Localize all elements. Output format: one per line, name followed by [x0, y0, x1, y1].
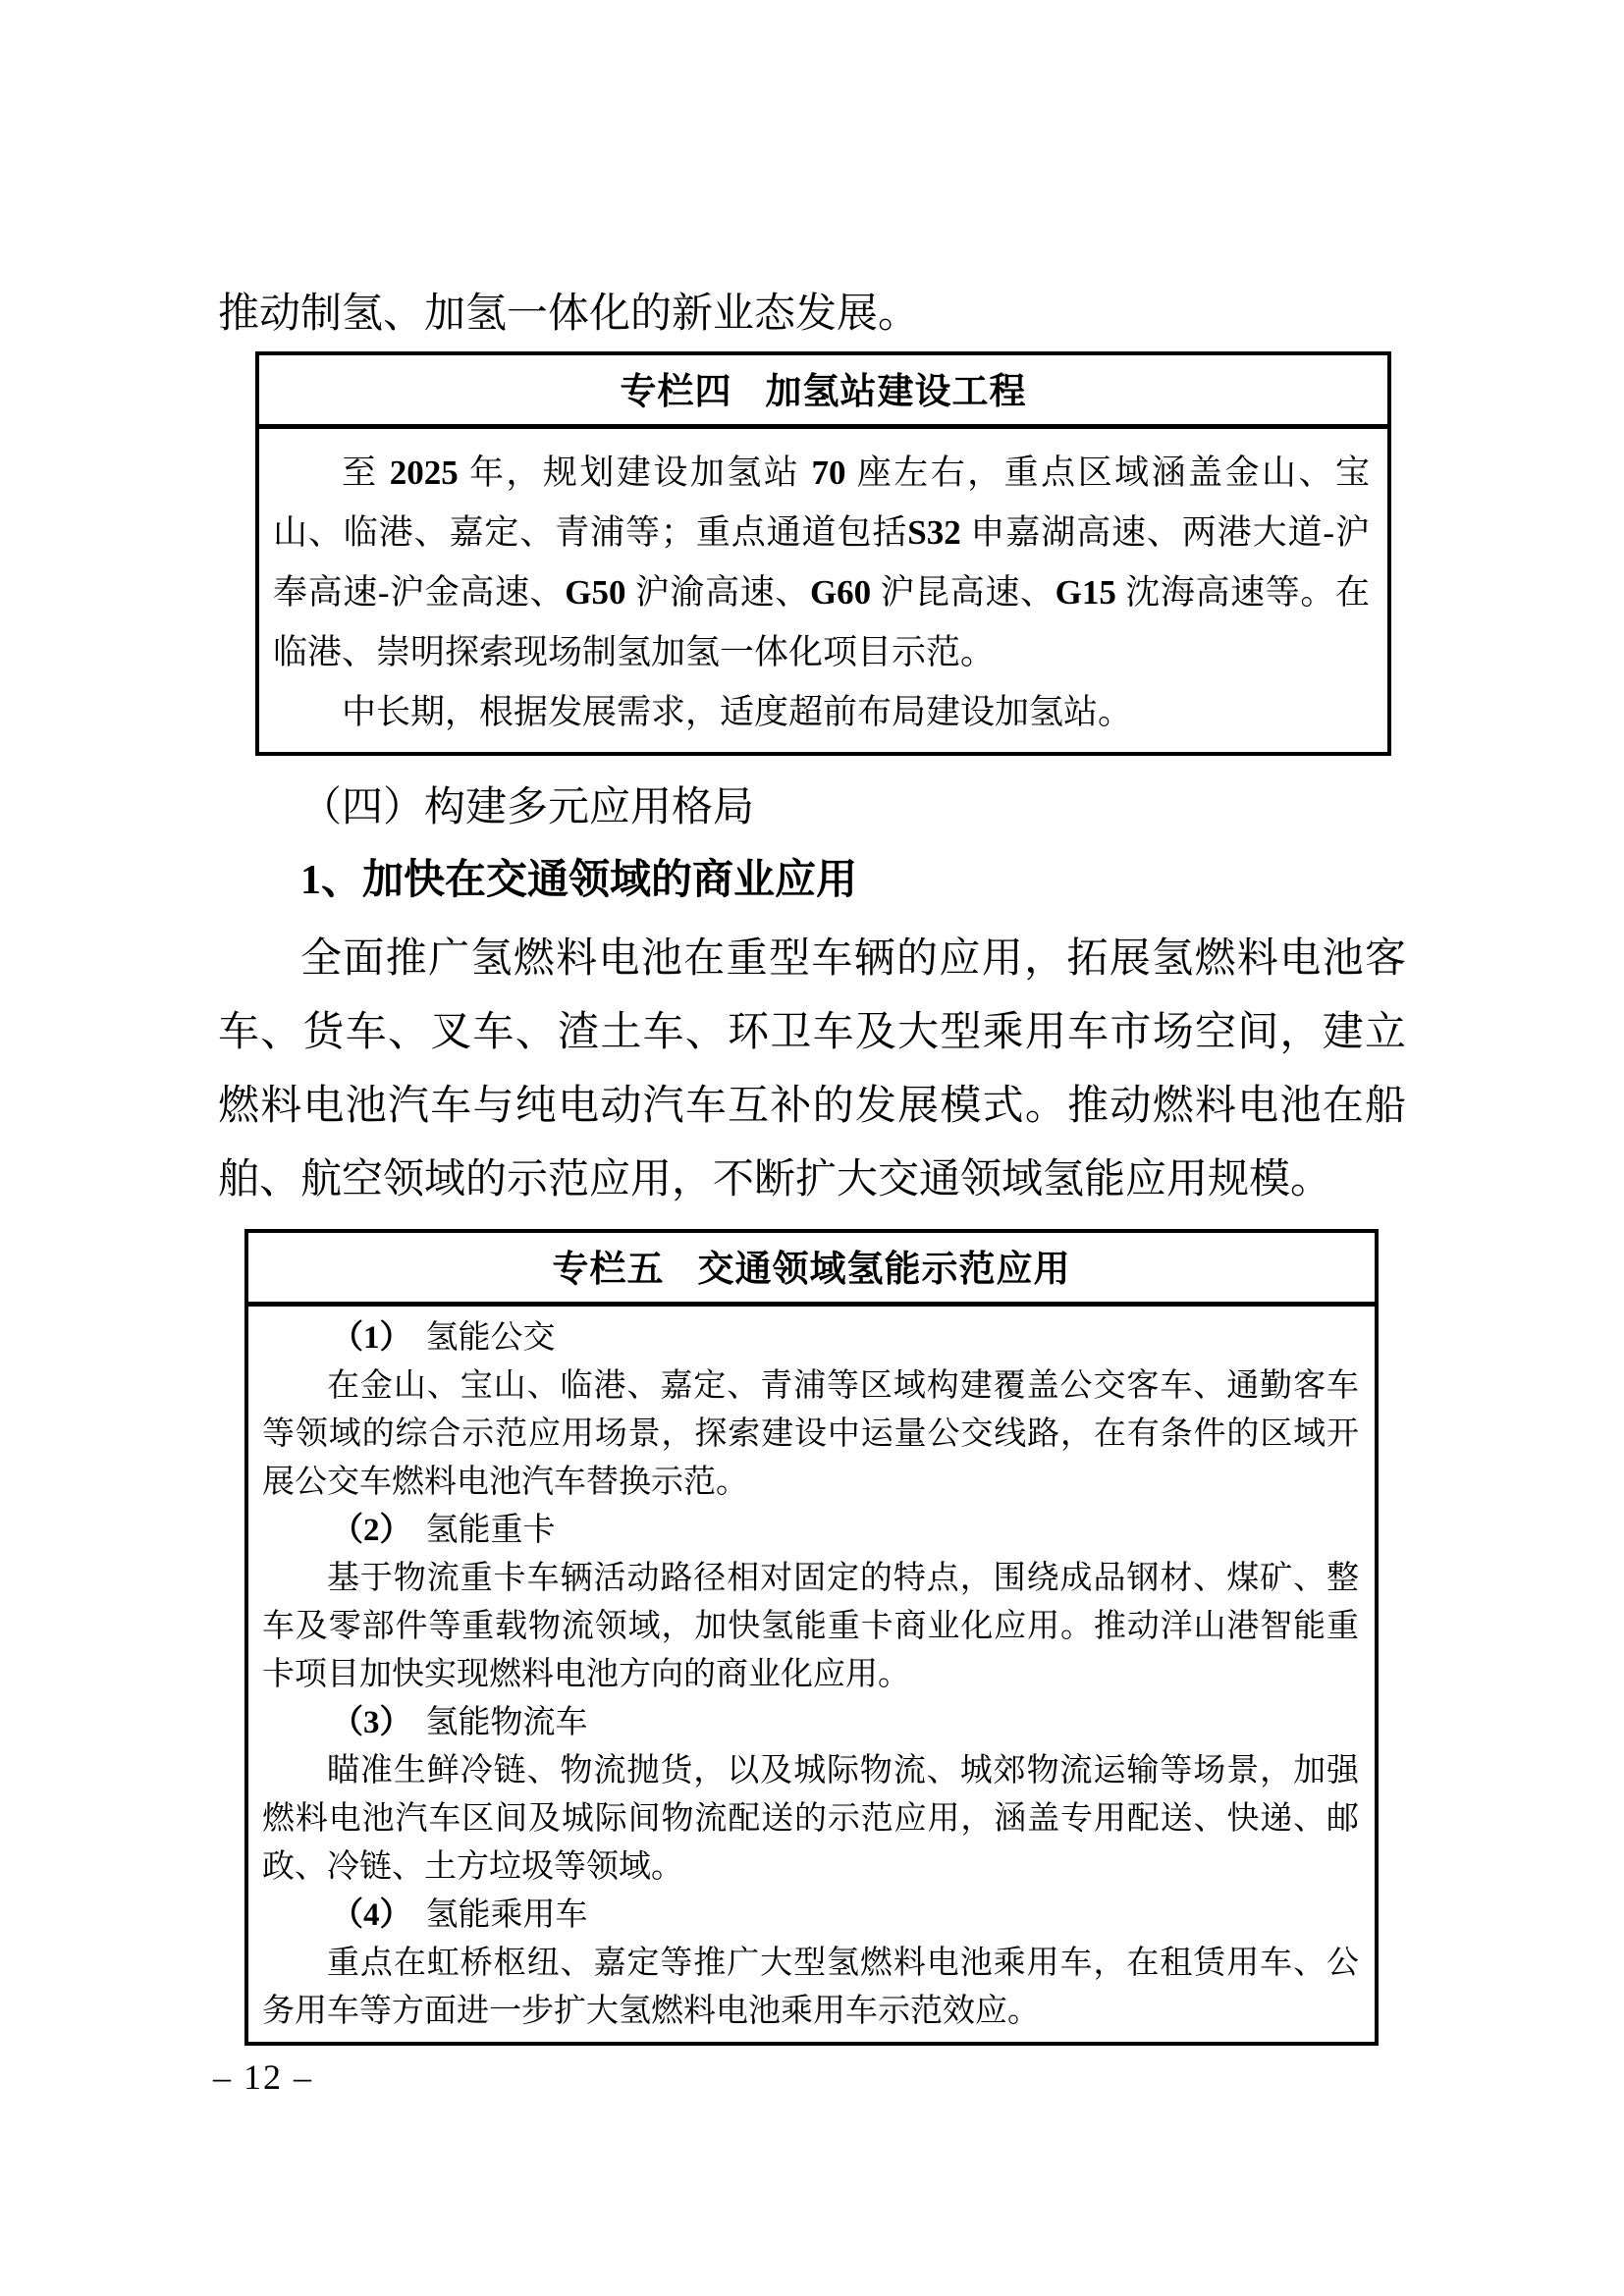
subsection-heading: 1、加快在交通领域的商业应用: [300, 858, 858, 903]
callout-box-transport-demo: [244, 1229, 1379, 2046]
bold-segment: G15: [1055, 573, 1116, 612]
box4-title: [259, 355, 1387, 429]
section-title: 氢能乘用车: [425, 1897, 588, 1933]
bold-segment: G50: [565, 573, 626, 612]
box4-body: [259, 429, 1387, 752]
box5-title-text: 交通领域氢能示范应用: [697, 1249, 1071, 1289]
text-segment: 至: [342, 454, 390, 492]
text-segment: 申嘉湖高速、两港大道-沪奉高速-沪金高速、: [273, 513, 1370, 612]
body-paragraph: 全面推广氢燃料电池在重型车辆的应用，拓展氢燃料电池客车、货车、叉车、渣土车、环卫车及大型乘用车市场空间，建立燃料电池汽车与纯电动汽车互补的发展模式。推动燃料电池在船舶、航空领域的示范应用，不断扩大交通领域氢能应用规模。: [218, 936, 1406, 1202]
text-segment: 沪昆高速、: [871, 573, 1056, 612]
box4-title-text: 加氢站建设工程: [765, 371, 1027, 411]
box5-section-body: 基于物流重卡车辆活动路径相对固定的特点，围绕成品钢材、煤矿、整车及零部件等重载物流领域，加快氢能重卡商业化应用。推动洋山港智能重卡项目加快实现燃料电池方向的商业化应用。: [262, 1561, 1359, 1692]
text-segment: 沪渝高速、: [625, 573, 810, 612]
box5-title-label: 专栏五: [552, 1249, 665, 1289]
section-heading: （四）构建多元应用格局: [300, 785, 755, 830]
section-number: （1）: [331, 1320, 412, 1356]
box4-paragraph-2: 中长期，根据发展需求，适度超前布局建设加氢站。: [342, 693, 1133, 731]
box5-section-heading: [262, 1892, 1359, 1940]
box5-section-heading: [262, 1507, 1359, 1555]
text-segment: 座左右，重点区域涵盖金山、宝山、临港、嘉定、青浦等；重点通道包括: [273, 454, 1370, 552]
box5-body: [248, 1307, 1375, 2042]
box4-paragraph-1: [273, 443, 1370, 682]
box5-section-body: 瞄准生鲜冷链、物流抛货，以及城际物流、城郊物流运输等场景，加强燃料电池汽车区间及城际间物流配送的示范应用，涵盖专用配送、快递、邮政、冷链、土方垃圾等领域。: [262, 1753, 1359, 1885]
bold-segment: 2025: [389, 454, 459, 492]
section-number: （3）: [331, 1705, 412, 1740]
box5-section-heading: [262, 1699, 1359, 1747]
section-title: 氢能重卡: [425, 1513, 556, 1548]
bold-segment: G60: [809, 573, 872, 612]
box4-title-label: 专栏四: [620, 371, 732, 411]
section-number: （2）: [331, 1513, 412, 1548]
text-segment: 沈海高速等。在临港、崇明探索现场制氢加氢一体化项目示范。: [273, 573, 1370, 671]
box5-section-body: 重点在虹桥枢纽、嘉定等推广大型氢燃料电池乘用车，在租赁用车、公务用车等方面进一步扩大氢燃料电池乘用车示范效应。: [262, 1946, 1359, 2029]
bold-segment: 70: [811, 454, 846, 492]
section-title: 氢能公交: [425, 1320, 556, 1356]
box5-title: [248, 1233, 1375, 1307]
intro-paragraph: 推动制氢、加氢一体化的新业态发展。: [218, 292, 920, 337]
page-number: – 12 –: [213, 2057, 313, 2097]
box5-section-heading: [262, 1314, 1359, 1362]
box5-section-body: 在金山、宝山、临港、嘉定、青浦等区域构建覆盖公交客车、通勤客车等领域的综合示范应用场景，探索建设中运量公交线路，在有条件的区域开展公交车燃料电池汽车替换示范。: [262, 1368, 1359, 1500]
text-segment: 年，规划建设加氢站: [458, 454, 812, 492]
section-number: （4）: [331, 1897, 412, 1933]
section-title: 氢能物流车: [425, 1705, 588, 1740]
callout-box-hydrogen-station: [255, 351, 1391, 756]
bold-segment: S32: [907, 513, 961, 552]
